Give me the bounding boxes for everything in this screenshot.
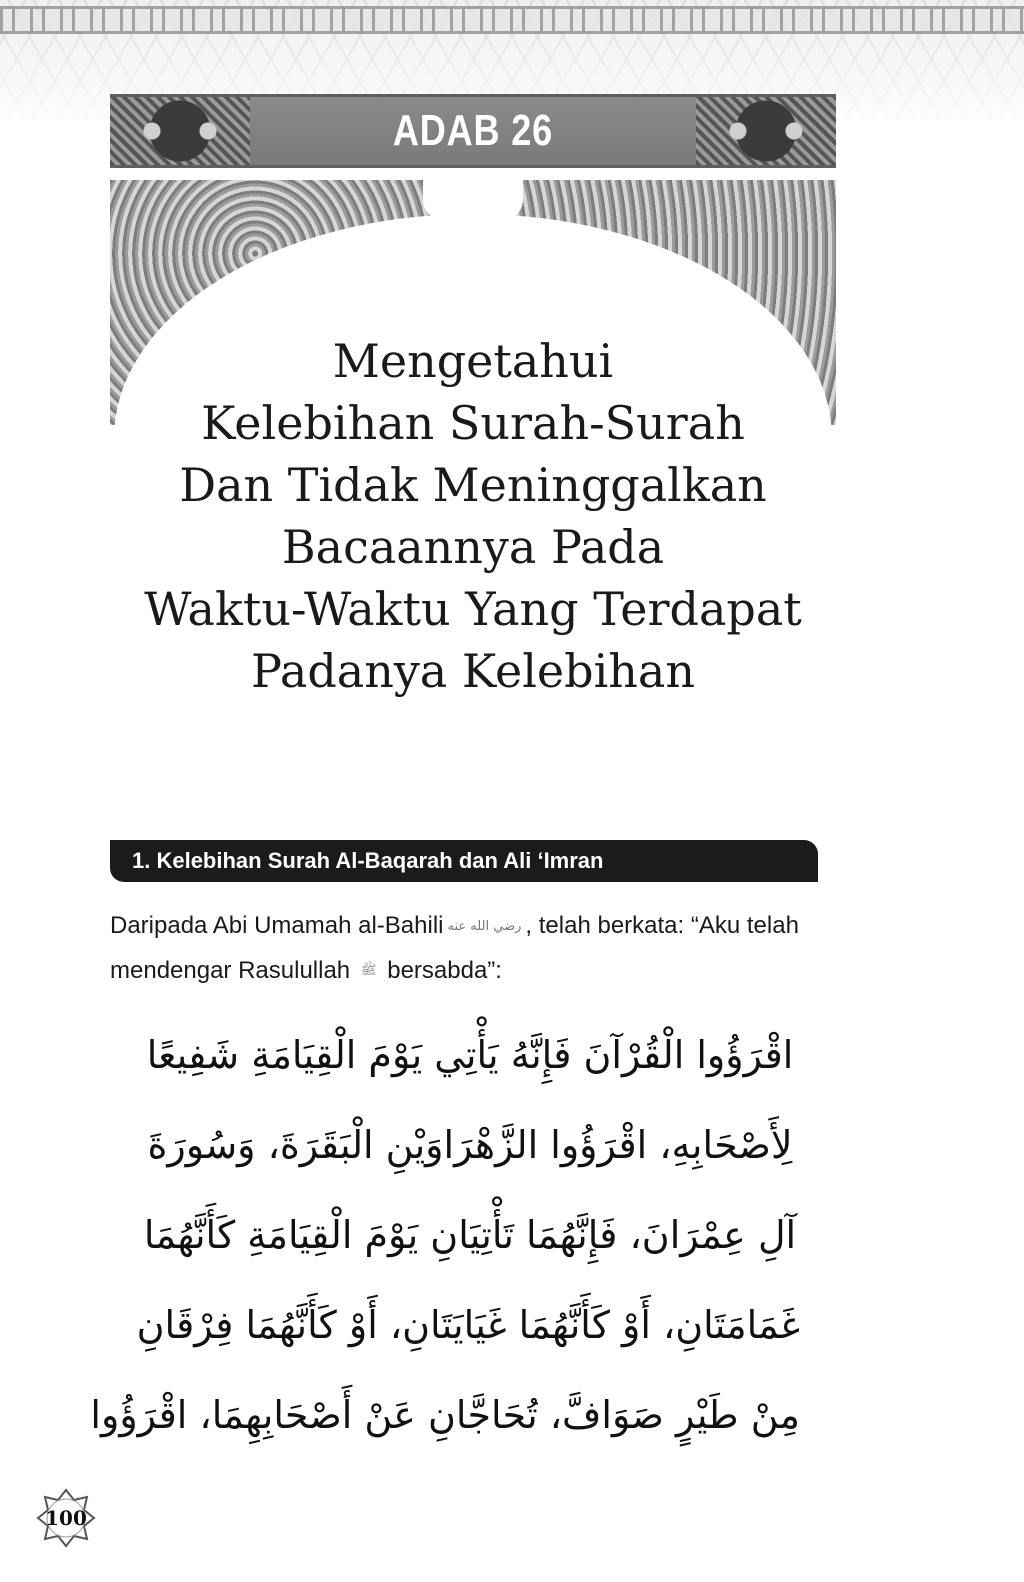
radiyallahu-anhu-glyph: رضي الله عنه xyxy=(447,918,522,934)
arabic-line: غَمَامَتَانِ، أَوْ كَأَنَّهُمَا غَيَايَتَانِ، أَوْ كَأَنَّهُمَا فِرْقَانِ xyxy=(136,1303,800,1347)
arabic-line: لِأَصْحَابِهِ، اقْرَؤُوا الزَّهْرَاوَيْنِ الْبَقَرَةَ، وَسُورَةَ xyxy=(147,1123,793,1167)
title-line: Mengetahui xyxy=(332,334,614,388)
intro-paragraph xyxy=(110,904,850,993)
sallallahu-alaihi-wasallam-glyph: ﷺ xyxy=(360,963,377,979)
intro-text-3: bersabda”: xyxy=(380,956,502,984)
arabic-line: مِنْ طَيْرٍ صَوَافَّ، تُحَاجَّانِ عَنْ أَصْحَابِهِمَا، اقْرَؤُوا xyxy=(90,1393,800,1437)
hadith-arabic-text xyxy=(90,1010,800,1460)
page-title xyxy=(110,330,836,702)
floral-ornament-left-icon xyxy=(110,97,250,165)
arabic-line: اقْرَؤُوا الْقُرْآنَ فَإِنَّهُ يَأْتِي يَوْمَ الْقِيَامَةِ شَفِيعًا xyxy=(146,1033,794,1077)
intro-text-2: , telah berkata: “Aku telah mendengar Rasulullah xyxy=(110,912,799,984)
title-line: Dan Tidak Meninggalkan xyxy=(179,458,767,512)
title-line: Kelebihan Surah-Surah xyxy=(201,396,745,450)
page-number-badge xyxy=(36,1488,96,1548)
title-line: Bacaannya Pada xyxy=(281,520,665,574)
intro-text-1: Daripada Abi Umamah al-Bahili xyxy=(110,912,444,939)
title-line: Waktu-Waktu Yang Terdapat xyxy=(144,582,802,636)
page-number: 100 xyxy=(45,1506,87,1530)
title-line: Padanya Kelebihan xyxy=(251,644,695,698)
chapter-header-band xyxy=(110,94,836,168)
arabic-line: آلِ عِمْرَانَ، فَإِنَّهُمَا تَأْتِيَانِ يَوْمَ الْقِيَامَةِ كَأَنَّهُمَا xyxy=(143,1213,797,1257)
chapter-label: ADAB 26 xyxy=(392,106,554,155)
greek-key-pattern xyxy=(0,6,1024,34)
section-heading: 1. Kelebihan Surah Al-Baqarah dan Ali ‘Imran xyxy=(110,840,818,882)
floral-ornament-right-icon xyxy=(696,97,836,165)
